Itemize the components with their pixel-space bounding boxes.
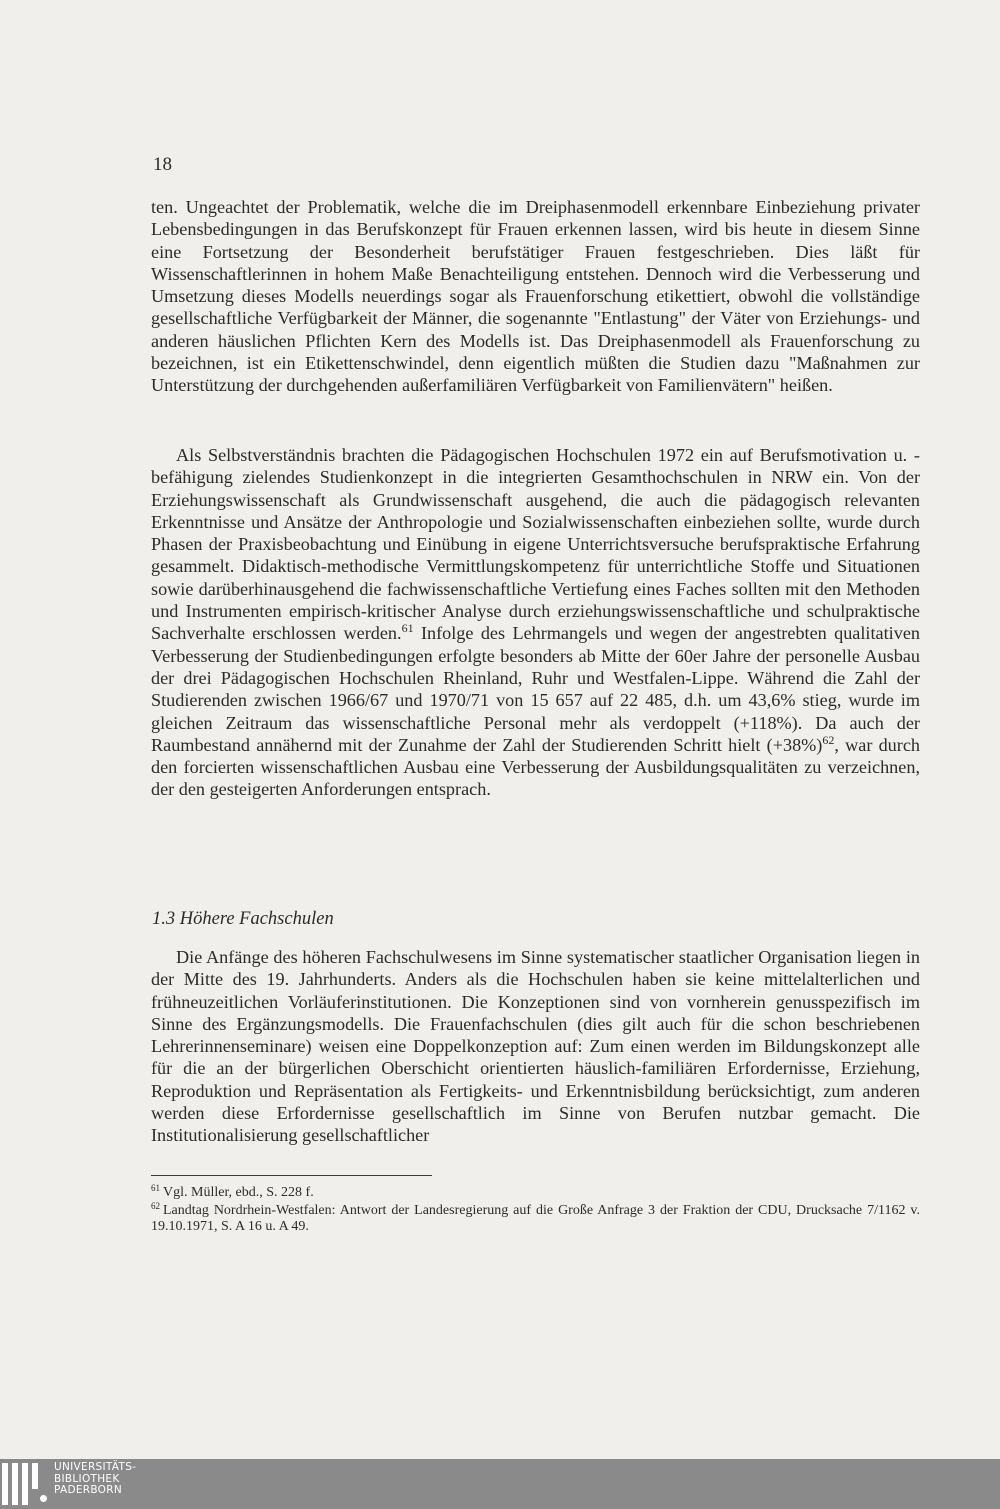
footnote-61-text: Vgl. Müller, ebd., S. 228 f. [163, 1185, 314, 1200]
footnote-61 [151, 1185, 920, 1202]
logo-stripe [32, 1463, 38, 1489]
footnote-62-number: 62 [151, 1200, 160, 1211]
footnote-62 [151, 1200, 920, 1236]
paragraph-2-part-1: Als Selbstverständnis brachten die Pädagogischen Hochschulen 1972 ein auf Berufsmotivation u. -befähigung zielendes Studienkonzept in die integrierten Gesamthochschulen in NRW ein. Von der Erziehungswissenschaft als Grundwissenschaft ausgehend, die auch die pädagogisch relevanten Erkenntnisse und Ansätze der Anthropologie und Sozialwissenschaften einbeziehen sollte, wurde durch Phasen der Praxisbeobachtung und Einübung in eigene Unterrichtsversuche berufspraktische Erfahrung gesammelt. Didaktisch-methodische Vermittlungskompetenz für unterrichtliche Stoffe und Situationen sowie darüberhinausgehend die fachwissenschaftliche Vertiefung eines Faches sollten mit den Methoden und Instrumenten empirisch-kritischer Analyse durch erziehungswissenschaftliche und schulpraktische Sachverhalte erschlossen werden. [151, 445, 920, 644]
paragraph-1 [151, 196, 920, 397]
footnote-ref-62[interactable]: 62 [822, 732, 835, 747]
library-name [54, 1462, 154, 1497]
library-name-line-2: BIBLIOTHEK [54, 1472, 120, 1485]
library-name-line-1: UNIVERSITÄTS- [54, 1461, 137, 1473]
section-heading: 1.3 Höhere Fachschulen [152, 909, 334, 929]
paragraph-1-text: ten. Ungeachtet der Problematik, welche die im Dreiphasenmodell erkennbare Einbeziehung privater Lebensbedingungen in das Berufskonzept für Frauen erkennen lassen, wird bis heute in diesem Sinne eine Fortsetzung der Besonderheit berufstätiger Frauen festgeschrieben. Dies läßt für Wissenschaftlerinnen in hohem Maße Benachteiligung entstehen. Dennoch wird die Verbesserung und Umsetzung dieses Modells neuerdings sogar als Frauenforschung etikettiert, obwohl die vollständige gesellschaftliche Verfügbarkeit der Männer, die sogenannte "Entlastung" der Väter von Erziehungs- und anderen häuslichen Pflichten Kern des Modells ist. Das Dreiphasenmodell als Frauenforschung zu bezeichnen, ist ein Etikettenschwindel, denn eigentlich müßten die Studien dazu "Maßnahmen zur Unterstützung der durchgehenden außerfamiliären Verfügbarkeit von Familienvätern" heißen. [151, 197, 920, 396]
footnotes [151, 1185, 920, 1237]
footnote-divider [151, 1175, 432, 1176]
footnote-61-number: 61 [151, 1183, 160, 1193]
logo-stripe [12, 1463, 18, 1505]
logo-stripe [22, 1463, 28, 1505]
paragraph-2-part-2: Infolge des Lehrmangels und wegen der angestrebten qualitativen Verbesserung der Studienbedingungen erfolgte besonders ab Mitte der 60er Jahre der personelle Ausbau der drei Pädagogischen Hochschulen Rheinland, Ruhr und Westfalen-Lippe. Während die Zahl der Studierenden zwischen 1966/67 und 1970/71 von 15 657 auf 22 485, d.h. um 43,6% stieg, wurde im gleichen Zeitraum das wissenschaftliche Personal mehr als verdoppelt (+118%). Da auch der Raumbestand annähernd mit der Zunahme der Zahl der Studierenden Schritt hielt (+38%) [151, 623, 920, 755]
paragraph-2-part-3: , war durch den forcierten wissenschaftlichen Ausbau eine Verbesserung der Ausbildungsqualitäten zu verzeichnen, der den gesteigerten Anforderungen entsprach. [151, 734, 920, 800]
page-number: 18 [153, 154, 172, 175]
logo-stripe [2, 1463, 8, 1505]
paragraph-2 [151, 444, 920, 801]
library-footer-bar [0, 1459, 1000, 1509]
footnote-ref-61[interactable]: 61 [401, 621, 414, 636]
library-stripes-logo-icon [2, 1463, 50, 1505]
paragraph-3 [151, 946, 920, 1147]
footnote-62-text: Landtag Nordrhein-Westfalen: Antwort der Landesregierung auf die Große Anfrage 3 der Fraktion der CDU, Drucksache 7/1162 v. 19.10.1971, S. A 16 u. A 49. [151, 1202, 920, 1234]
library-name-line-3: PADERBORN [54, 1484, 122, 1496]
paragraph-3-text: Die Anfänge des höheren Fachschulwesens im Sinne systematischer staatlicher Organisation liegen in der Mitte des 19. Jahrhunderts. Anders als die Hochschulen haben sie keine mittelalterlichen und frühneuzeitlichen Vorläuferinstitutionen. Die Konzeptionen sind von vornherein genusspezifisch im Sinne des Ergänzungsmodells. Die Frauenfachschulen (dies gilt auch für die schon beschriebenen Lehrerinnenseminare) weisen eine Doppelkonzeption auf: Zum einen werden im Bildungskonzept alle für die an der bürgerlichen Oberschicht orientierten häuslich-familiären Erfordernisse, Erziehung, Reproduktion und Repräsentation als Fertigkeits- und Erkenntnisbildung berücksichtigt, zum anderen werden diese Erfordernisse gesellschaftlich im Sinne von Berufen nutzbar gemacht. Die Institutionalisierung gesellschaftlicher [151, 947, 920, 1146]
logo-dot [40, 1495, 47, 1502]
